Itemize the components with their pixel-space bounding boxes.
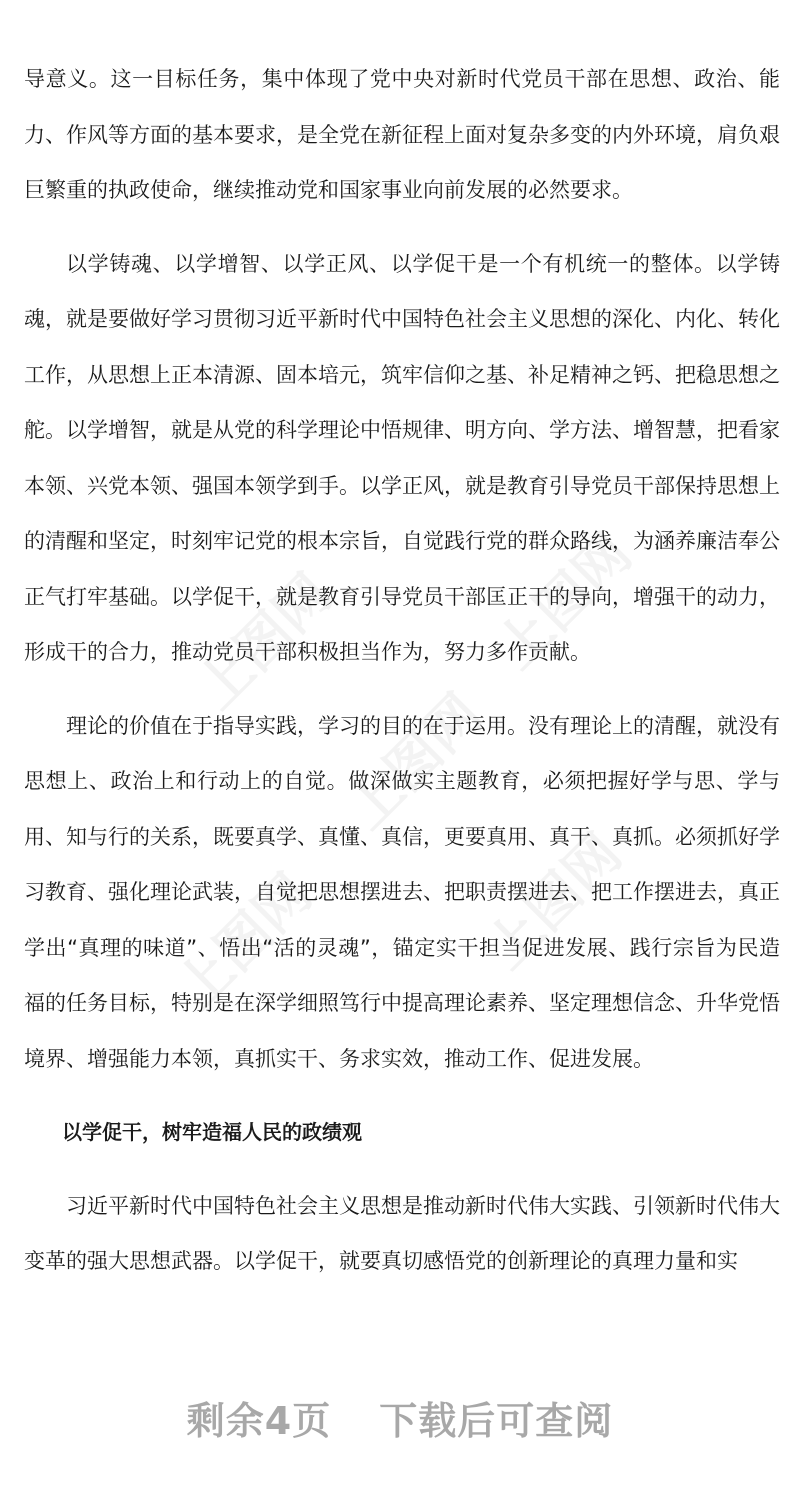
- paragraph-2: 以学铸魂、以学增智、以学正风、以学促干是一个有机统一的整体。以学铸魂，就是要做好学习贯彻习近平新时代中国特色社会主义思想的深化、内化、转化工作，从思想上正本清源、固本培元，筑牢信仰之基、补足精神之钙、把稳思想之舵。以学增智，就是从党的科学理论中悟规律、明方向、学方法、增智慧，把看家本领、兴党本领、强国本领学到手。以学正风，就是教育引导党员干部保持思想上的清醒和坚定，时刻牢记党的根本宗旨，自觉践行党的群众路线，为涵养廉洁奉公正气打牢基础。以学促干，就是教育引导党员干部匡正干的导向，增强干的动力，形成干的合力，推动党员干部积极担当作为，努力多作贡献。: [24, 251, 780, 664]
- paragraph-3: 理论的价值在于指导实践，学习的目的在于运用。没有理论上的清醒，就没有思想上、政治上和行动上的自觉。做深做实主题教育，必须把握好学与思、学与用、知与行的关系，既要真学、真懂、真信，更要真用、真干、真抓。必须抓好学习教育、强化理论武装，自觉把思想摆进去、把职责摆进去、把工作摆进去，真正学出“真理的味道”、悟出“活的灵魂”，锚定实干担当促进发展、践行宗旨为民造福的任务目标，特别是在深学细照笃行中提高理论素养、坚定理想信念、升华党悟境界、增强能力本领，真抓实干、务求实效，推动工作、促进发展。: [24, 713, 780, 1071]
- watermark: 上图网: [474, 821, 634, 981]
- watermark: 上图网: [164, 861, 324, 1021]
- download-banner[interactable]: [0, 1390, 800, 1445]
- section-heading: 以学促干，树牢造福人民的政绩观: [62, 1120, 362, 1144]
- watermark: 上图网: [334, 681, 494, 841]
- download-to-view-label: 下载后可查阅: [379, 1399, 614, 1443]
- watermark: 上图网: [184, 561, 344, 721]
- paragraph-4: 习近平新时代中国特色社会主义思想是推动新时代伟大实践、引领新时代伟大变革的强大思想武器。以学促干，就要真切感悟党的创新理论的真理力量和实: [24, 1193, 780, 1273]
- remaining-pages-label: 剩余4页: [186, 1399, 332, 1443]
- document-body: [24, 52, 780, 1290]
- paragraph-1: 导意义。这一目标任务，集中体现了党中央对新时代党员干部在思想、政治、能力、作风等方面的基本要求，是全党在新征程上面对复杂多变的内外环境，肩负艰巨繁重的执政使命，继续推动党和国家事业向前发展的必然要求。: [24, 67, 780, 202]
- watermark: 上图网: [484, 521, 644, 681]
